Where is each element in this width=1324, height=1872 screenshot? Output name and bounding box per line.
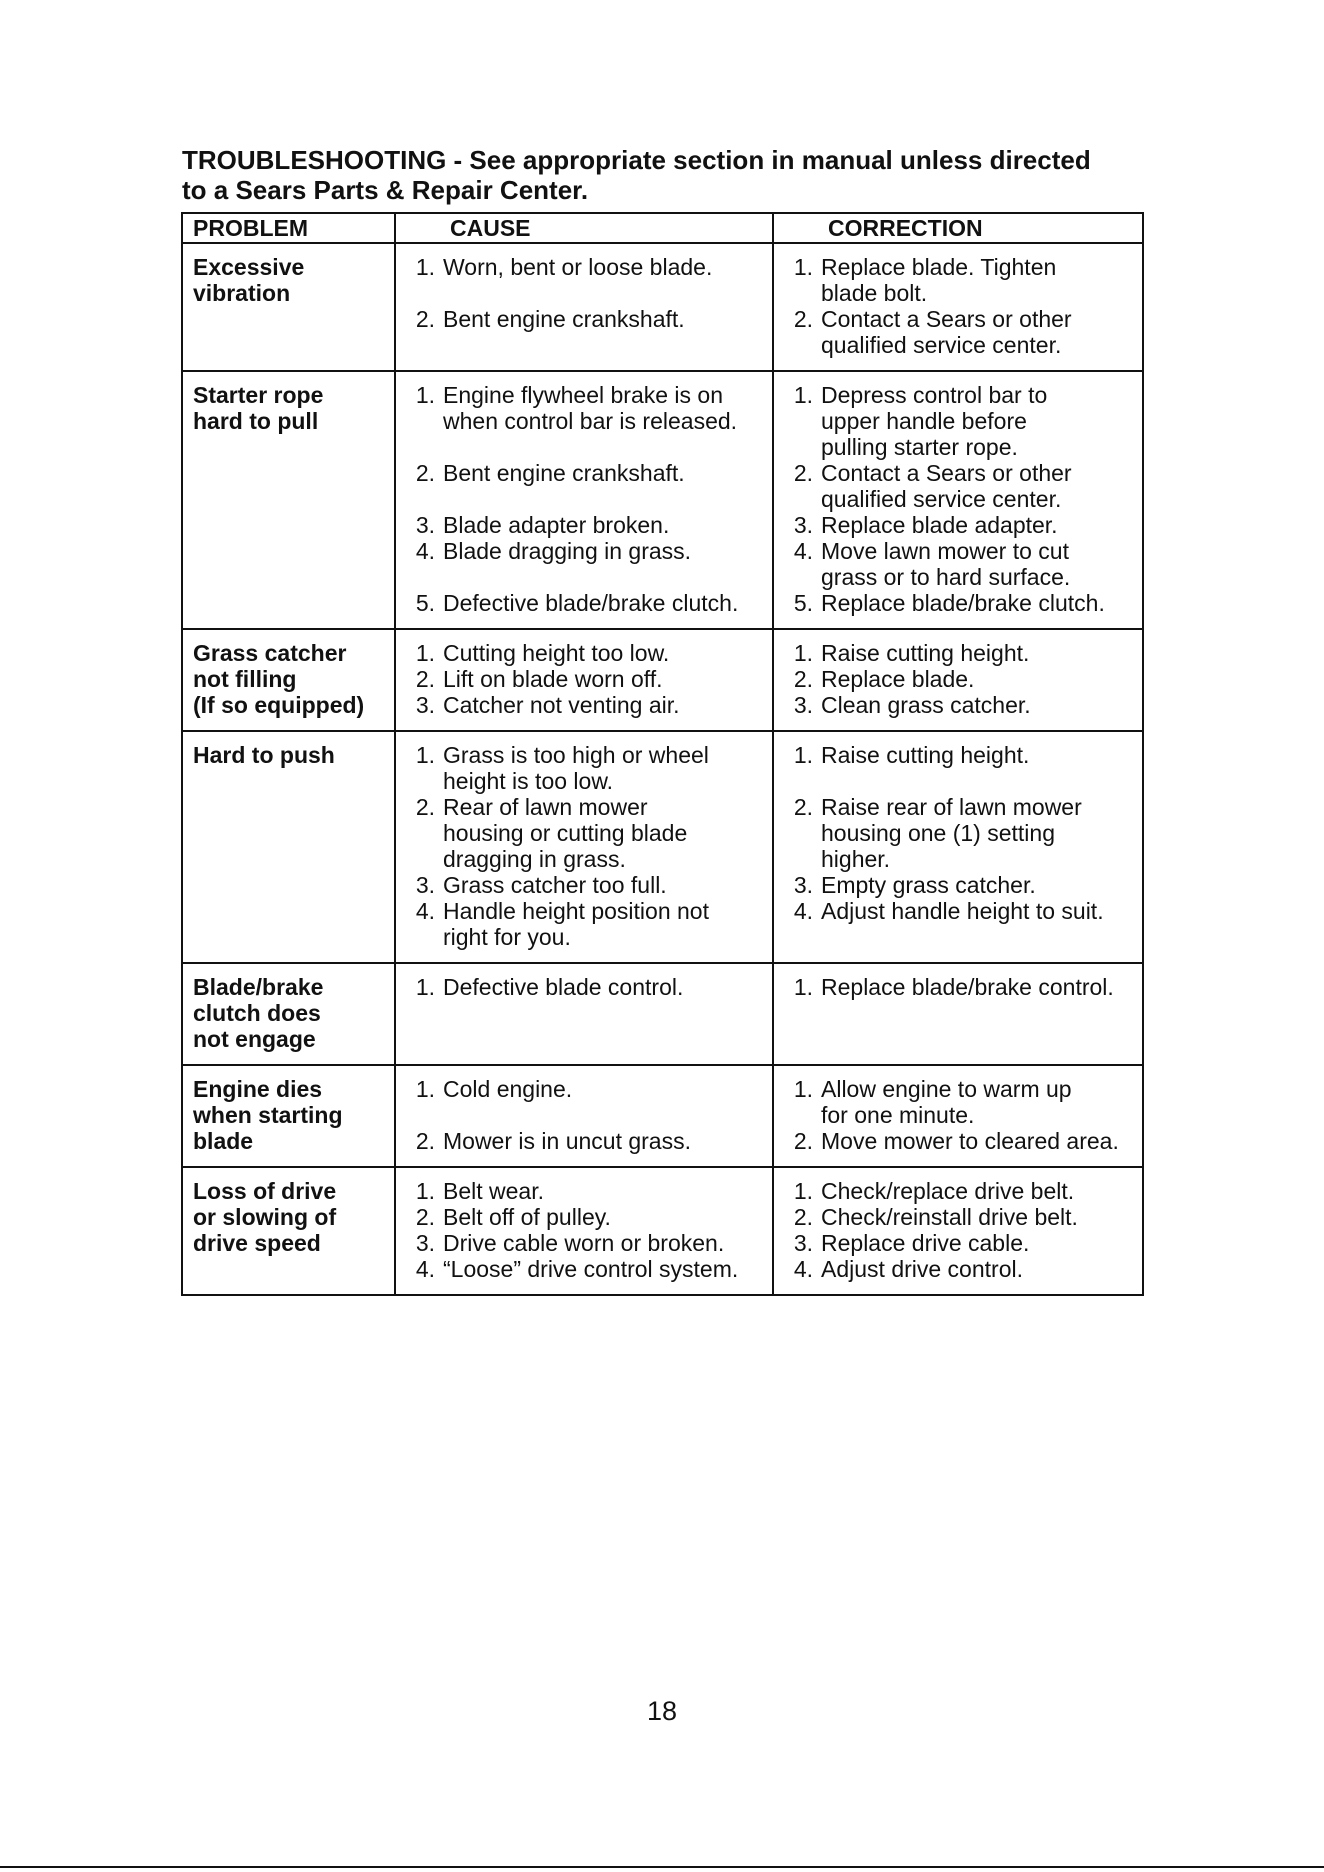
correction-text-line: Depress control bar to	[821, 382, 1048, 408]
table-row	[182, 243, 1143, 371]
correction-item-text	[821, 898, 1138, 924]
page-heading	[182, 145, 1182, 205]
correction-item-number: 3.	[793, 512, 813, 538]
cause-item	[406, 666, 768, 692]
cause-text-line: Rear of lawn mower	[443, 794, 648, 820]
correction-text-line: Move mower to cleared area.	[821, 1128, 1119, 1154]
cause-item	[406, 872, 768, 898]
cause-item-number: 2.	[415, 794, 435, 820]
correction-text-line: Move lawn mower to cut	[821, 538, 1069, 564]
correction-item-number: 4.	[793, 1256, 813, 1282]
cause-item-text	[443, 1128, 768, 1154]
cause-text-line: right for you.	[443, 924, 571, 950]
cause-item-text	[443, 1076, 768, 1102]
correction-item-number: 3.	[793, 692, 813, 718]
correction-item-number: 1.	[793, 640, 813, 666]
cause-item	[406, 306, 768, 332]
cause-item	[406, 794, 768, 872]
cause-item-number: 4.	[415, 898, 435, 924]
cause-item-text	[443, 692, 768, 718]
cause-text-line: Engine flywheel brake is on	[443, 382, 723, 408]
cause-item	[406, 590, 768, 616]
correction-cell	[773, 1065, 1143, 1167]
table-body	[182, 243, 1143, 1295]
cause-item-number: 1.	[415, 382, 435, 408]
cause-item-number: 5.	[415, 590, 435, 616]
correction-item	[784, 1204, 1138, 1230]
cause-item-number: 3.	[415, 512, 435, 538]
problem-cell	[182, 1065, 395, 1167]
item-spacer	[406, 564, 768, 590]
problem-text-line: Loss of drive	[193, 1178, 337, 1204]
cause-item-number: 2.	[415, 460, 435, 486]
cause-item-number: 1.	[415, 254, 435, 280]
table-row	[182, 371, 1143, 629]
correction-text-line: qualified service center.	[821, 332, 1062, 358]
cause-item	[406, 1178, 768, 1204]
correction-item-number: 2.	[793, 666, 813, 692]
correction-item-text	[821, 382, 1138, 460]
cause-text-line: Defective blade control.	[443, 974, 684, 1000]
problem-text-line: not filling	[193, 666, 297, 692]
correction-item	[784, 794, 1138, 872]
header-problem: PROBLEM	[182, 213, 395, 243]
correction-item-number: 1.	[793, 382, 813, 408]
problem-cell	[182, 243, 395, 371]
correction-item	[784, 590, 1138, 616]
problem-text-line: not engage	[193, 1026, 316, 1052]
cause-text-line: Bent engine crankshaft.	[443, 460, 685, 486]
cause-text-line: Lift on blade worn off.	[443, 666, 663, 692]
correction-text-line: higher.	[821, 846, 891, 872]
cause-text-line: Belt wear.	[443, 1178, 544, 1204]
cause-item	[406, 254, 768, 280]
correction-item-number: 2.	[793, 1128, 813, 1154]
problem-text-line: blade	[193, 1128, 254, 1154]
cause-item-number: 1.	[415, 974, 435, 1000]
correction-item	[784, 1256, 1138, 1282]
problem-cell	[182, 371, 395, 629]
correction-item-number: 1.	[793, 974, 813, 1000]
cause-item-text	[443, 640, 768, 666]
cause-item	[406, 898, 768, 950]
cause-cell	[395, 1167, 773, 1295]
cause-text-line: when control bar is released.	[443, 408, 738, 434]
correction-text-line: Replace blade/brake clutch.	[821, 590, 1105, 616]
item-spacer	[406, 1102, 768, 1128]
correction-item-text	[821, 1204, 1138, 1230]
cause-item-number: 3.	[415, 1230, 435, 1256]
cause-cell	[395, 243, 773, 371]
problem-text-line: Blade/brake	[193, 974, 324, 1000]
cause-item-text	[443, 538, 768, 564]
correction-item	[784, 306, 1138, 358]
correction-item-text	[821, 640, 1138, 666]
correction-cell	[773, 629, 1143, 731]
correction-text-line: upper handle before	[821, 408, 1027, 434]
correction-text-line: Clean grass catcher.	[821, 692, 1031, 718]
correction-cell	[773, 243, 1143, 371]
cause-text-line: height is too low.	[443, 768, 614, 794]
cause-item-text	[443, 306, 768, 332]
correction-text-line: Contact a Sears or other	[821, 460, 1072, 486]
table-row	[182, 731, 1143, 963]
correction-item	[784, 1178, 1138, 1204]
correction-item-number: 1.	[793, 254, 813, 280]
problem-text-line: when starting	[193, 1102, 343, 1128]
correction-item-text	[821, 794, 1138, 872]
correction-item-number: 1.	[793, 742, 813, 768]
correction-item-number: 1.	[793, 1076, 813, 1102]
correction-text-line: Replace blade adapter.	[821, 512, 1058, 538]
correction-item-number: 3.	[793, 1230, 813, 1256]
cause-text-line: Blade adapter broken.	[443, 512, 670, 538]
cause-text-line: Catcher not venting air.	[443, 692, 680, 718]
correction-text-line: Check/reinstall drive belt.	[821, 1204, 1078, 1230]
correction-item	[784, 460, 1138, 512]
correction-item-number: 4.	[793, 898, 813, 924]
cause-item-number: 1.	[415, 742, 435, 768]
cause-item-text	[443, 1204, 768, 1230]
heading-line-1: TROUBLESHOOTING - See appropriate section in manual unless directed	[182, 145, 1091, 175]
cause-item	[406, 640, 768, 666]
cause-item-number: 2.	[415, 666, 435, 692]
problem-text-line: Grass catcher	[193, 640, 347, 666]
correction-item-text	[821, 1178, 1138, 1204]
correction-text-line: Raise rear of lawn mower	[821, 794, 1082, 820]
item-spacer	[406, 486, 768, 512]
correction-item-text	[821, 1230, 1138, 1256]
cause-item-number: 1.	[415, 1076, 435, 1102]
correction-item	[784, 512, 1138, 538]
problem-text-line: or slowing of	[193, 1204, 337, 1230]
correction-text-line: pulling starter rope.	[821, 434, 1018, 460]
cause-text-line: Mower is in uncut grass.	[443, 1128, 691, 1154]
correction-text-line: Contact a Sears or other	[821, 306, 1072, 332]
header-correction: CORRECTION	[773, 213, 1143, 243]
correction-item-text	[821, 742, 1138, 768]
table-row	[182, 1065, 1143, 1167]
correction-item-number: 3.	[793, 872, 813, 898]
correction-item-number: 2.	[793, 306, 813, 332]
table-row	[182, 963, 1143, 1065]
correction-item-text	[821, 1076, 1138, 1128]
correction-item	[784, 1076, 1138, 1128]
cause-item-number: 2.	[415, 1204, 435, 1230]
cause-item	[406, 512, 768, 538]
correction-text-line: blade bolt.	[821, 280, 928, 306]
cause-item	[406, 1076, 768, 1102]
page-number: 18	[646, 1696, 678, 1726]
troubleshooting-table	[181, 212, 1144, 1296]
cause-item	[406, 538, 768, 564]
cause-text-line: Bent engine crankshaft.	[443, 306, 685, 332]
table-row	[182, 629, 1143, 731]
correction-item-text	[821, 590, 1138, 616]
cause-text-line: Drive cable worn or broken.	[443, 1230, 725, 1256]
correction-item	[784, 742, 1138, 768]
correction-text-line: housing one (1) setting	[821, 820, 1055, 846]
cause-text-line: Worn, bent or loose blade.	[443, 254, 713, 280]
cause-item	[406, 974, 768, 1000]
problem-text-line: Engine dies	[193, 1076, 323, 1102]
cause-item-text	[443, 1256, 768, 1282]
correction-text-line: grass or to hard surface.	[821, 564, 1071, 590]
cause-item-text	[443, 512, 768, 538]
cause-item-text	[443, 666, 768, 692]
correction-item-number: 5.	[793, 590, 813, 616]
cause-item	[406, 1204, 768, 1230]
correction-item-text	[821, 974, 1138, 1000]
cause-cell	[395, 371, 773, 629]
problem-text-line: vibration	[193, 280, 291, 306]
correction-item-text	[821, 872, 1138, 898]
correction-item	[784, 640, 1138, 666]
cause-item-number: 2.	[415, 306, 435, 332]
problem-cell	[182, 731, 395, 963]
problem-text-line: Starter rope	[193, 382, 324, 408]
correction-text-line: Replace drive cable.	[821, 1230, 1030, 1256]
cause-item-text	[443, 460, 768, 486]
item-spacer	[784, 768, 1138, 794]
correction-item	[784, 666, 1138, 692]
cause-text-line: “Loose” drive control system.	[443, 1256, 739, 1282]
cause-item-text	[443, 382, 768, 434]
correction-item-text	[821, 512, 1138, 538]
correction-text-line: Empty grass catcher.	[821, 872, 1036, 898]
correction-text-line: Replace blade.	[821, 666, 975, 692]
correction-text-line: qualified service center.	[821, 486, 1062, 512]
correction-cell	[773, 1167, 1143, 1295]
cause-text-line: Handle height position not	[443, 898, 709, 924]
problem-text-line: drive speed	[193, 1230, 321, 1256]
cause-item-number: 2.	[415, 1128, 435, 1154]
correction-text-line: Replace blade/brake control.	[821, 974, 1114, 1000]
correction-item-text	[821, 1256, 1138, 1282]
cause-item-text	[443, 794, 768, 872]
cause-text-line: Grass catcher too full.	[443, 872, 667, 898]
correction-item	[784, 872, 1138, 898]
correction-item-text	[821, 538, 1138, 590]
correction-text-line: Check/replace drive belt.	[821, 1178, 1075, 1204]
correction-text-line: Allow engine to warm up	[821, 1076, 1072, 1102]
cause-text-line: Belt off of pulley.	[443, 1204, 611, 1230]
cause-item-number: 4.	[415, 538, 435, 564]
correction-item-number: 4.	[793, 538, 813, 564]
problem-text-line: hard to pull	[193, 408, 319, 434]
item-spacer	[406, 434, 768, 460]
cause-item-text	[443, 590, 768, 616]
cause-item	[406, 692, 768, 718]
problem-text-line: (If so equipped)	[193, 692, 365, 718]
correction-cell	[773, 371, 1143, 629]
cause-item-text	[443, 872, 768, 898]
cause-text-line: Defective blade/brake clutch.	[443, 590, 739, 616]
correction-text-line: Replace blade. Tighten	[821, 254, 1057, 280]
correction-item-text	[821, 666, 1138, 692]
correction-item-text	[821, 460, 1138, 512]
cause-item	[406, 1128, 768, 1154]
correction-cell	[773, 963, 1143, 1065]
correction-item	[784, 254, 1138, 306]
cause-item-number: 1.	[415, 640, 435, 666]
correction-item	[784, 1230, 1138, 1256]
cause-cell	[395, 731, 773, 963]
correction-text-line: Raise cutting height.	[821, 742, 1030, 768]
cause-text-line: Blade dragging in grass.	[443, 538, 692, 564]
correction-item	[784, 1128, 1138, 1154]
correction-item-text	[821, 1128, 1138, 1154]
cause-item-number: 3.	[415, 872, 435, 898]
cause-text-line: Cold engine.	[443, 1076, 573, 1102]
correction-item-number: 2.	[793, 460, 813, 486]
problem-cell	[182, 963, 395, 1065]
correction-item-text	[821, 692, 1138, 718]
cause-item-text	[443, 742, 768, 794]
header-cause: CAUSE	[395, 213, 773, 243]
cause-cell	[395, 1065, 773, 1167]
correction-item-text	[821, 306, 1138, 358]
cause-item-text	[443, 1178, 768, 1204]
correction-text-line: for one minute.	[821, 1102, 975, 1128]
table-row	[182, 1167, 1143, 1295]
heading-line-2: to a Sears Parts & Repair Center.	[182, 175, 589, 205]
correction-item	[784, 692, 1138, 718]
problem-cell	[182, 629, 395, 731]
correction-text-line: Adjust drive control.	[821, 1256, 1023, 1282]
correction-item-number: 1.	[793, 1178, 813, 1204]
cause-item	[406, 382, 768, 434]
cause-cell	[395, 629, 773, 731]
cause-text-line: housing or cutting blade	[443, 820, 688, 846]
cause-item-text	[443, 974, 768, 1000]
cause-item-text	[443, 254, 768, 280]
problem-text-line: Hard to push	[193, 742, 335, 768]
correction-item-number: 2.	[793, 1204, 813, 1230]
correction-item-number: 2.	[793, 794, 813, 820]
problem-text-line: Excessive	[193, 254, 305, 280]
table-header-row	[182, 213, 1143, 243]
cause-text-line: Grass is too high or wheel	[443, 742, 709, 768]
cause-item-number: 4.	[415, 1256, 435, 1282]
cause-cell	[395, 963, 773, 1065]
cause-item-text	[443, 898, 768, 950]
cause-item	[406, 460, 768, 486]
problem-text-line: clutch does	[193, 1000, 321, 1026]
correction-item	[784, 382, 1138, 460]
bottom-rule	[0, 1866, 1324, 1868]
cause-text-line: dragging in grass.	[443, 846, 626, 872]
problem-cell	[182, 1167, 395, 1295]
correction-item	[784, 974, 1138, 1000]
cause-item-number: 3.	[415, 692, 435, 718]
cause-item	[406, 1256, 768, 1282]
cause-item-text	[443, 1230, 768, 1256]
correction-item	[784, 898, 1138, 924]
correction-cell	[773, 731, 1143, 963]
cause-item-number: 1.	[415, 1178, 435, 1204]
item-spacer	[406, 280, 768, 306]
correction-text-line: Adjust handle height to suit.	[821, 898, 1104, 924]
correction-text-line: Raise cutting height.	[821, 640, 1030, 666]
cause-item	[406, 1230, 768, 1256]
cause-text-line: Cutting height too low.	[443, 640, 670, 666]
correction-item-text	[821, 254, 1138, 306]
cause-item	[406, 742, 768, 794]
correction-item	[784, 538, 1138, 590]
